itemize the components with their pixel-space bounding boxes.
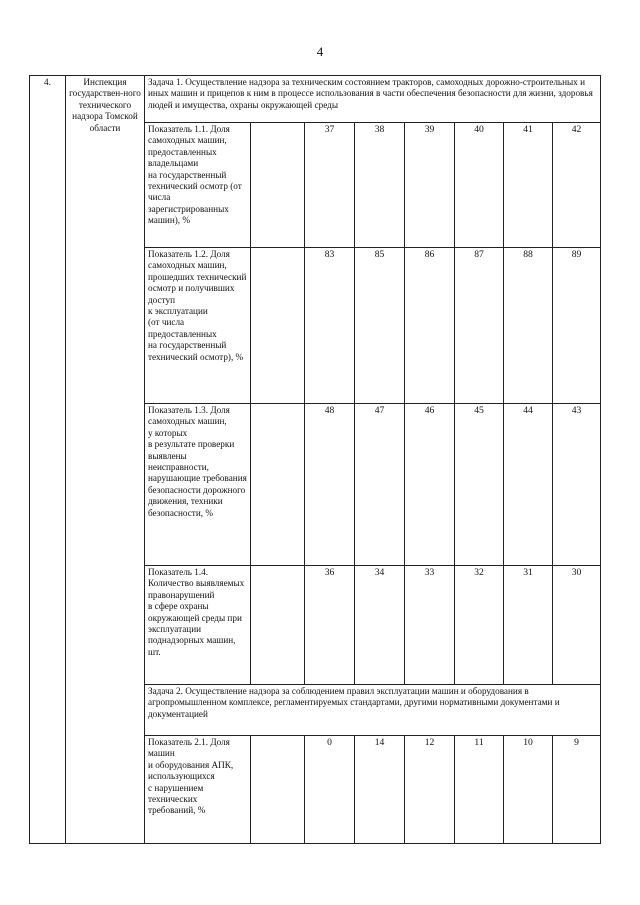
empty-cell	[251, 123, 305, 248]
indicator-value: 89	[553, 248, 601, 404]
indicator-value: 30	[553, 566, 601, 685]
indicator-name: Показатель 1.4. Количество выявляемых правонарушений в сфере охраны окружающей среды при эксплуатации поднадзорных машин, шт.	[145, 566, 251, 685]
indicator-value: 86	[405, 248, 455, 404]
indicator-value: 43	[553, 404, 601, 566]
indicator-value: 87	[455, 248, 504, 404]
indicator-value: 10	[504, 736, 553, 844]
indicator-value: 45	[455, 404, 504, 566]
indicator-value: 88	[504, 248, 553, 404]
indicator-value: 83	[305, 248, 355, 404]
indicator-value: 12	[405, 736, 455, 844]
indicators-table	[29, 75, 601, 844]
empty-cell	[251, 736, 305, 844]
task-2-description: Задача 2. Осуществление надзора за соблюдением правил эксплуатации машин и оборудования в агропромышленном комплексе, регламентируемых стандартами, другими нормативными документами и документацией	[145, 685, 601, 736]
indicator-value: 47	[355, 404, 405, 566]
indicator-value: 42	[553, 123, 601, 248]
indicator-value: 11	[455, 736, 504, 844]
indicator-value: 39	[405, 123, 455, 248]
indicator-value: 33	[405, 566, 455, 685]
indicator-value: 0	[305, 736, 355, 844]
indicator-value: 44	[504, 404, 553, 566]
indicator-value: 38	[355, 123, 405, 248]
indicator-value: 32	[455, 566, 504, 685]
indicator-value: 48	[305, 404, 355, 566]
indicator-name: Показатель 1.1. Доля самоходных машин, предоставленных владельцами на государственный технический осмотр (от числа зарегистрированных машин), %	[145, 123, 251, 248]
indicator-name: Показатель 1.3. Доля самоходных машин, у которых в результате проверки выявлены неисправности, нарушающие требования безопасности дорожного движения, техники безопасности, %	[145, 404, 251, 566]
indicator-value: 85	[355, 248, 405, 404]
indicator-value: 14	[355, 736, 405, 844]
empty-cell	[251, 248, 305, 404]
indicator-value: 41	[504, 123, 553, 248]
indicator-value: 40	[455, 123, 504, 248]
indicator-name: Показатель 1.2. Доля самоходных машин, прошедших технический осмотр и получивших доступ к эксплуатации (от числа предоставленных на государственный технический осмотр), %	[145, 248, 251, 404]
task-1-description: Задача 1. Осуществление надзора за техническим состоянием тракторов, самоходных дорожно-строительных и иных машин и прицепов к ним в процессе использования в части обеспечения безопасности для жизни, здоровья людей и имущества, охраны окружающей среды	[145, 76, 601, 123]
task1-row	[30, 76, 601, 123]
indicator-value: 37	[305, 123, 355, 248]
empty-cell	[251, 566, 305, 685]
row-number: 4.	[30, 76, 66, 844]
indicator-value: 46	[405, 404, 455, 566]
indicator-value: 31	[504, 566, 553, 685]
empty-cell	[251, 404, 305, 566]
indicator-name: Показатель 2.1. Доля машин и оборудования АПК, использующихся с нарушением технических требований, %	[145, 736, 251, 844]
indicator-value: 36	[305, 566, 355, 685]
organization-name: Инспекция государствен-ного технического надзора Томской области	[66, 76, 145, 844]
indicator-value: 9	[553, 736, 601, 844]
indicator-value: 34	[355, 566, 405, 685]
page-number: 4	[316, 44, 324, 59]
